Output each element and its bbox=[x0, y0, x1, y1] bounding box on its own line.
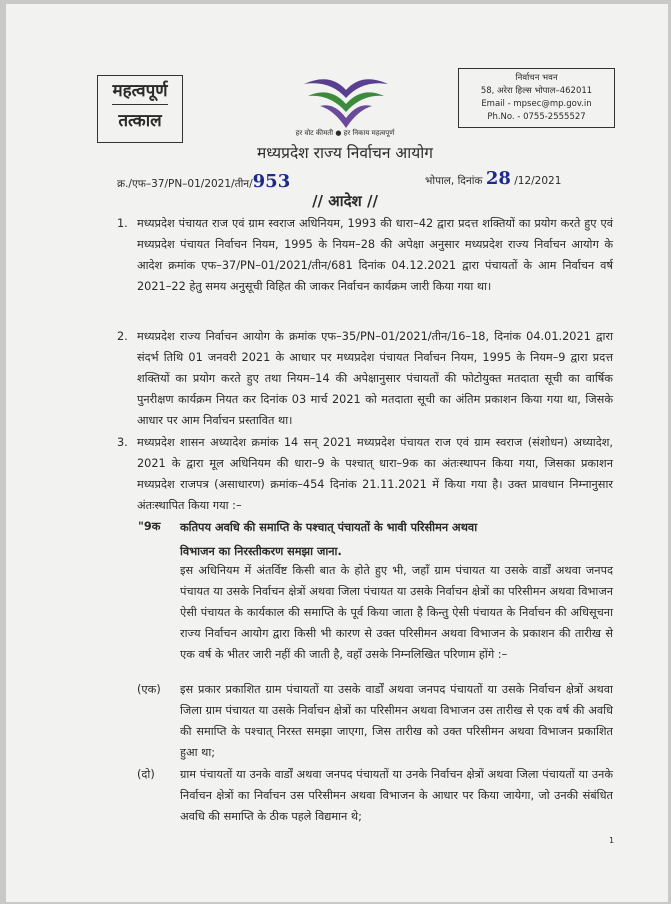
ref-prefix: क्र./एफ–37/PN–01/2021/तीन/ bbox=[117, 178, 253, 190]
reference-number bbox=[117, 171, 290, 192]
clause-2: ग्राम पंचायतों या उनके वार्डों अथवा जनपद पंचायतों या उनके निर्वाचन क्षेत्रों अथवा जिला पंचायतों या उनके निर्वाचन क्षेत्रों का निर्वाचन उस परिसीमन अथवा विभाजन के आधार पर किया जायेगा, जो उनकी संबंधित अवधि की समाप्ति के ठीक पहले विद्यमान थे; bbox=[180, 768, 613, 823]
paragraph-2: मध्यप्रदेश राज्य निर्वाचन आयोग के क्रमांक एफ–35/PN–01/2021/तीन/16–18, दिनांक 04.01.2021 द्वारा संदर्भ तिथि 01 जनवरी 2021 के आधार पर मध्यप्रदेश पंचायत निर्वाचन नियम, 1995 के नियम–9 द्वारा प्रदत्त शक्तियों का प्रयोग करते हुए तथा नियम–14 की अपेक्षानुसार पंचायतों की फोटोयुक्त मतदाता सूची का वार्षिक पुनरीक्षण कार्यक्रम नियत कर दिनांक 03 मार्च 2021 को मतदाता सूची का अंतिम प्रकाशन किया गया था, जिसके आधार पर आम निर्वाचन प्रस्तावित था। bbox=[137, 330, 613, 427]
date-day-handwritten: 28 bbox=[485, 168, 511, 189]
issue-date bbox=[425, 168, 561, 189]
date-suffix: /12/2021 bbox=[514, 175, 562, 187]
date-prefix: भोपाल, दिनांक bbox=[425, 175, 483, 187]
para-number: 1. bbox=[117, 217, 128, 230]
stamp-important: महत्वपूर्ण bbox=[112, 78, 167, 105]
section-heading: कतिपय अवधि की समाप्ति के पश्चात् पंचायतों के भावी परिसीमन अथवा विभाजन का निरस्तीकरण समझा जाना. bbox=[180, 521, 478, 558]
paragraph-3: मध्यप्रदेश शासन अध्यादेश क्रमांक 14 सन् 2021 मध्यप्रदेश पंचायत राज एवं ग्राम स्वराज (संशोधन) अध्यादेश, 2021 के द्वारा मूल अधिनियम की धारा–9 के पश्चात् धारा–9क का अंतःस्थापन किया गया, जिसका प्रकाशन मध्यप्रदेश राजपत्र (असाधारण) क्रमांक–454 दिनांक 21.11.2021 में किया गया है। उक्त प्रावधान निम्नानुसार अंतःस्थापित किया गया :– bbox=[137, 436, 613, 512]
address-box bbox=[458, 68, 615, 128]
phone: Ph.No. - 0755-2555527 bbox=[487, 112, 586, 122]
section-label: "9क bbox=[138, 520, 161, 533]
order-title: // आदेश // bbox=[312, 192, 378, 210]
tagline: हर वोट कीमती ● हर निकाय महत्वपूर्ण bbox=[295, 129, 395, 137]
address-line: 58, अरेरा हिल्स भोपाल–462011 bbox=[480, 86, 593, 96]
clause-1: इस प्रकार प्रकाशित ग्राम पंचायतों या उसके वार्डों अथवा जनपद पंचायतों या उसके निर्वाचन क्षेत्रों अथवा जिला ग्राम पंचायत या उसके निर्वाचन क्षेत्रों का परिसीमन अथवा विभाजन उस तारीख से एक वर्ष की अवधि की समाप्ति के पश्चात् निरस्त समझा जाएगा, जिस तारीख को उक्त परिसीमन अथवा विभाजन प्रकाशित हुआ था; bbox=[180, 683, 614, 759]
clause-number: (एक) bbox=[137, 683, 161, 696]
organization-name: मध्यप्रदेश राज्य निर्वाचन आयोग bbox=[257, 144, 433, 162]
stamp-urgent: तत्काल bbox=[118, 111, 162, 131]
section-body: इस अधिनियम में अंतर्विष्ट किसी बात के होते हुए भी, जहाँ ग्राम पंचायत या उसके वार्डों अथवा जनपद पंचायत या उसके निर्वाचन क्षेत्रों अथवा जिला पंचायत या उसके निर्वाचन क्षेत्रों का परिसीमन अथवा विभाजन ऐसी पंचायत के कार्यकाल की समाप्ति के पूर्व किया जाता है किन्तु ऐसी पंचायत के निर्वाचन की अधिसूचना राज्य निर्वाचन आयोग द्वारा किसी भी कारण से उक्त परिसीमन अथवा विभाजन के प्रकाशन की तारीख से एक वर्ष के भीतर जारी नहीं की जाती है, वहाँ उसके निम्नलिखित परिणाम होंगे :– bbox=[180, 564, 613, 661]
email: Email - mpsec@mp.gov.in bbox=[481, 99, 592, 109]
priority-stamp bbox=[97, 75, 183, 143]
commission-logo-icon bbox=[300, 72, 392, 130]
address-line: निर्वाचन भवन bbox=[515, 73, 558, 83]
ref-handwritten-number: 953 bbox=[252, 171, 291, 192]
para-number: 3. bbox=[117, 436, 128, 449]
clause-number: (दो) bbox=[137, 768, 155, 781]
para-number: 2. bbox=[117, 330, 128, 343]
page-number: 1 bbox=[609, 836, 615, 845]
paragraph-1: मध्यप्रदेश पंचायत राज एवं ग्राम स्वराज अधिनियम, 1993 की धारा–42 द्वारा प्रदत्त शक्तियों का प्रयोग करते हुए एवं मध्यप्रदेश पंचायत निर्वाचन नियम, 1995 के नियम–28 की अपेक्षा अनुसार मध्यप्रदेश राज्य निर्वाचन आयोग के आदेश क्रमांक एफ–37/PN–01/2021/तीन/681 दिनांक 04.12.2021 द्वारा पंचायतों के आम निर्वाचन वर्ष 2021–22 हेतु समय अनुसूची विहित की जाकर निर्वाचन कार्यक्रम जारी किया गया था। bbox=[137, 217, 613, 293]
